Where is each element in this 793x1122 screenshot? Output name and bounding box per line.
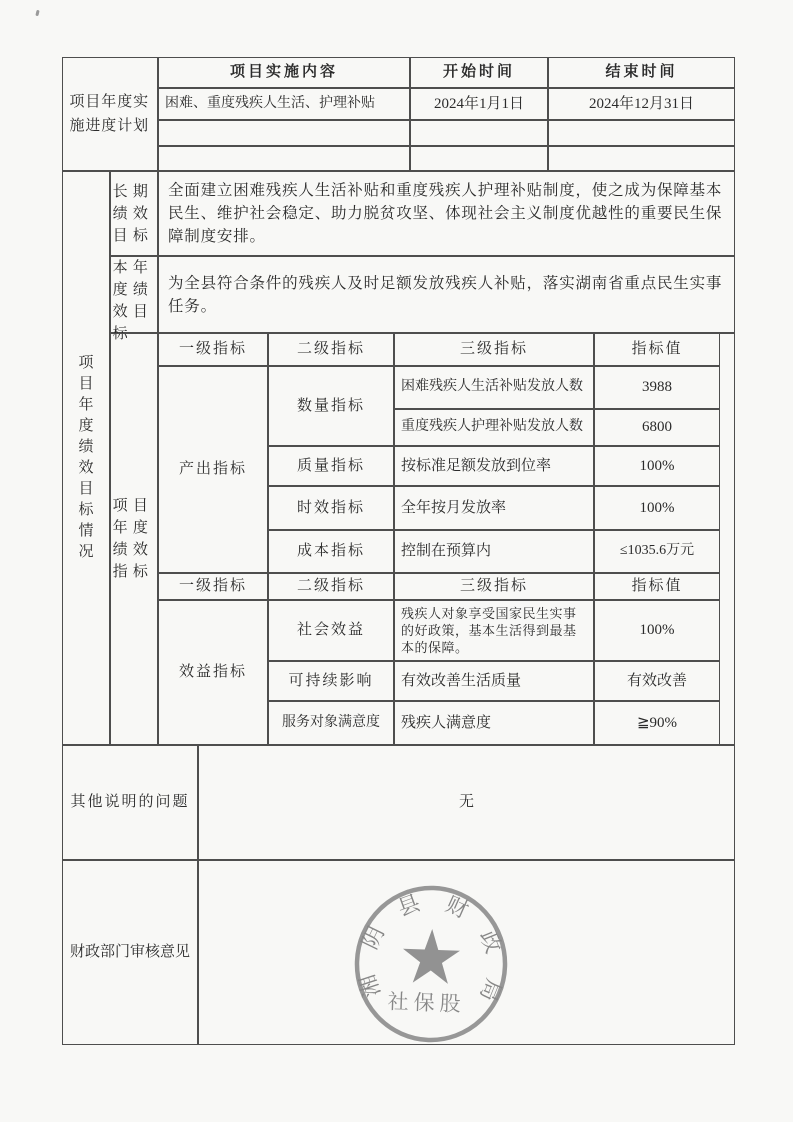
schedule-header-start: 开始时间 bbox=[410, 57, 548, 88]
schedule-header-content: 项目实施内容 bbox=[158, 57, 410, 88]
schedule-empty-content-1 bbox=[158, 120, 410, 146]
schedule-empty-end-2 bbox=[548, 146, 735, 171]
output-level1: 产出指标 bbox=[158, 366, 268, 573]
social-value: 100% bbox=[594, 600, 720, 661]
long-term-label-cell bbox=[110, 171, 158, 256]
quantity-row2-value: 6800 bbox=[594, 409, 720, 446]
social-level2: 社会效益 bbox=[268, 600, 394, 661]
svg-text:县: 县 bbox=[394, 889, 424, 921]
indicators-label: 项目年度绩效指标 bbox=[112, 498, 154, 580]
timeliness-level2: 时效指标 bbox=[268, 486, 394, 530]
benefit-level1: 效益指标 bbox=[158, 600, 268, 745]
svg-text:局: 局 bbox=[475, 975, 507, 1006]
official-seal-stamp bbox=[348, 881, 513, 1046]
quality-value: 100% bbox=[594, 446, 720, 486]
schedule-empty-content-2 bbox=[158, 146, 410, 171]
annual-label-cell bbox=[110, 256, 158, 342]
schedule-empty-start-1 bbox=[410, 120, 548, 146]
svg-text:阴: 阴 bbox=[356, 922, 389, 954]
svg-text:政: 政 bbox=[475, 926, 507, 957]
annual-text: 为全县符合条件的残疾人及时足额发放残疾人补贴，落实湖南省重点民生实事任务。 bbox=[158, 256, 735, 333]
schedule-empty-end-1 bbox=[548, 120, 735, 146]
sustainability-name: 有效改善生活质量 bbox=[394, 661, 594, 701]
svg-text:财: 财 bbox=[442, 891, 473, 924]
quantity-row1-name: 困难残疾人生活补贴发放人数 bbox=[394, 366, 594, 409]
quantity-row1-value: 3988 bbox=[594, 366, 720, 409]
indicators-label-cell bbox=[110, 333, 158, 745]
ind-header1-value: 指标值 bbox=[594, 333, 720, 366]
svg-text:湘: 湘 bbox=[354, 971, 385, 1001]
finance-review-label: 财政部门审核意见 bbox=[62, 860, 198, 1045]
ind-header2-level2: 二级指标 bbox=[268, 573, 394, 600]
scan-artifact-dot bbox=[35, 10, 39, 17]
ind-header2-level1: 一级指标 bbox=[158, 573, 268, 600]
cost-value: ≤1035.6万元 bbox=[594, 530, 720, 573]
ind-header2-level3: 三级指标 bbox=[394, 573, 594, 600]
other-notes-value: 无 bbox=[198, 745, 735, 860]
timeliness-name: 全年按月发放率 bbox=[394, 486, 594, 530]
cost-level2: 成本指标 bbox=[268, 530, 394, 573]
timeliness-value: 100% bbox=[594, 486, 720, 530]
schedule-row-label: 项目年度实施进度计划 bbox=[69, 94, 150, 134]
cost-name: 控制在预算内 bbox=[394, 530, 594, 573]
long-term-label: 长期绩效目标 bbox=[112, 183, 154, 244]
other-notes-label: 其他说明的问题 bbox=[62, 745, 198, 860]
social-name: 残疾人对象享受国家民生实事的好政策，基本生活得到最基本的保障。 bbox=[394, 600, 594, 661]
schedule-header-end: 结束时间 bbox=[548, 57, 735, 88]
ind-header1-level1: 一级指标 bbox=[158, 333, 268, 366]
quantity-level2: 数量指标 bbox=[268, 366, 394, 446]
schedule-row-label-cell bbox=[62, 57, 158, 171]
star-icon bbox=[402, 928, 461, 984]
schedule-row-end: 2024年12月31日 bbox=[548, 88, 735, 120]
stamp-department: 社保股 bbox=[387, 989, 467, 1017]
schedule-row-start: 2024年1月1日 bbox=[410, 88, 548, 120]
ind-header2-value: 指标值 bbox=[594, 573, 720, 600]
ind-header1-level3: 三级指标 bbox=[394, 333, 594, 366]
annual-label: 本年度绩效目标 bbox=[112, 260, 154, 342]
quality-level2: 质量指标 bbox=[268, 446, 394, 486]
performance-section-label-cell bbox=[62, 171, 110, 745]
performance-section-label: 项目年度绩效目标情况 bbox=[78, 355, 94, 560]
satisfaction-name: 残疾人满意度 bbox=[394, 701, 594, 745]
sustainability-value: 有效改善 bbox=[594, 661, 720, 701]
satisfaction-level2: 服务对象满意度 bbox=[268, 701, 394, 745]
quality-name: 按标准足额发放到位率 bbox=[394, 446, 594, 486]
long-term-text: 全面建立困难残疾人生活补贴和重度残疾人护理补贴制度，使之成为保障基本民生、维护社会稳定、助力脱贫攻坚、体现社会主义制度优越性的重要民生保障制度安排。 bbox=[158, 171, 735, 256]
sustainability-level2: 可持续影响 bbox=[268, 661, 394, 701]
satisfaction-value: ≧90% bbox=[594, 701, 720, 745]
quantity-row2-name: 重度残疾人护理补贴发放人数 bbox=[394, 409, 594, 446]
schedule-row-content: 困难、重度残疾人生活、护理补贴 bbox=[158, 88, 410, 120]
ind-header1-level2: 二级指标 bbox=[268, 333, 394, 366]
schedule-empty-start-2 bbox=[410, 146, 548, 171]
